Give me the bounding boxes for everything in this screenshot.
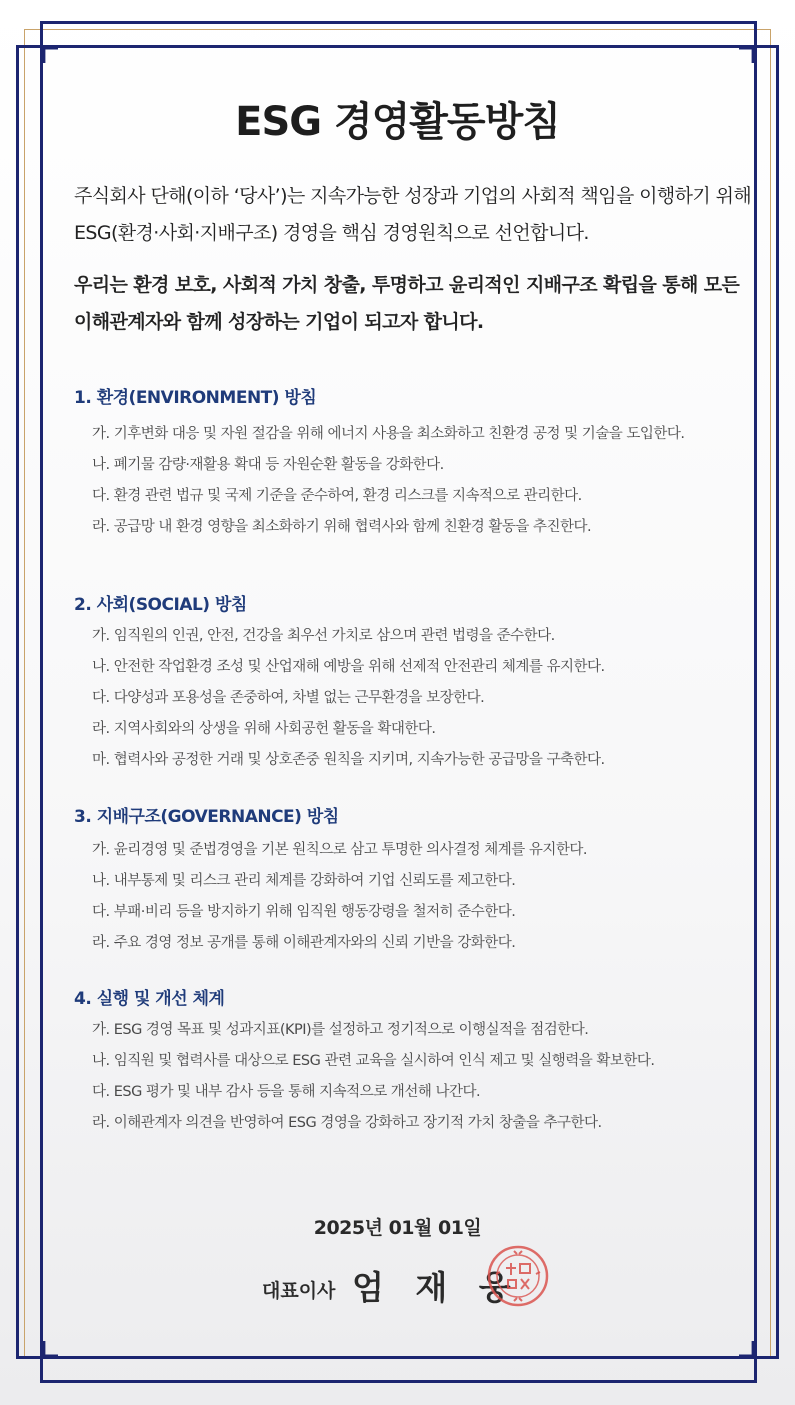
list-item: 나. 임직원 및 협력사를 대상으로 ESG 관련 교육을 실시하여 인식 제고 및 실행력을 확보한다. — [92, 1053, 655, 1069]
document-date: 2025년 01월 01일 — [313, 1217, 482, 1239]
list-item: 라. 지역사회와의 상생을 위해 사회공헌 활동을 확대한다. — [92, 721, 436, 737]
section-heading-social: 2. 사회(SOCIAL) 방침 — [74, 595, 247, 615]
list-item: 나. 폐기물 감량·재활용 확대 등 자원순환 활동을 강화한다. — [92, 457, 444, 473]
list-item: 다. 환경 관련 법규 및 국제 기준을 준수하여, 환경 리스크를 지속적으로 관리한다. — [92, 488, 582, 504]
section-list-environment — [92, 423, 752, 547]
list-item: 라. 주요 경영 정보 공개를 통해 이해관계자와의 신뢰 기반을 강화한다. — [92, 935, 516, 951]
signature-name: 엄 재 웅 — [352, 1268, 521, 1307]
section-heading-environment: 1. 환경(ENVIRONMENT) 방침 — [74, 388, 317, 408]
list-item: 다. 부패·비리 등을 방지하기 위해 임직원 행동강령을 철저히 준수한다. — [92, 904, 516, 920]
section-heading-governance: 3. 지배구조(GOVERNANCE) 방침 — [74, 807, 339, 827]
list-item: 가. 임직원의 인권, 안전, 건강을 최우선 가치로 삼으며 관련 법령을 준수한다. — [92, 628, 555, 644]
section-list-execution — [92, 1019, 752, 1143]
list-item: 라. 공급망 내 환경 영향을 최소화하기 위해 협력사와 함께 친환경 활동을 추진한다. — [92, 519, 592, 535]
company-seal-stamp — [486, 1244, 550, 1312]
intro-paragraph-2: 우리는 환경 보호, 사회적 가치 창출, 투명하고 윤리적인 지배구조 확립을 통해 모든 이해관계자와 함께 성장하는 기업이 되고자 합니다. — [74, 274, 740, 333]
list-item: 가. 기후변화 대응 및 자원 절감을 위해 에너지 사용을 최소화하고 친환경 공정 및 기술을 도입한다. — [92, 426, 685, 442]
section-list-social — [92, 625, 752, 780]
list-item: 나. 안전한 작업환경 조성 및 산업재해 예방을 위해 선제적 안전관리 체계를 유지한다. — [92, 659, 605, 675]
section-heading-execution: 4. 실행 및 개선 체계 — [74, 989, 225, 1009]
list-item: 나. 내부통제 및 리스크 관리 체계를 강화하여 기업 신뢰도를 제고한다. — [92, 873, 516, 889]
list-item: 라. 이해관계자 의견을 반영하여 ESG 경영을 강화하고 장기적 가치 창출을 추구한다. — [92, 1115, 602, 1131]
section-list-governance — [92, 839, 752, 963]
list-item: 다. 다양성과 포용성을 존중하여, 차별 없는 근무환경을 보장한다. — [92, 690, 485, 706]
document-title: ESG 경영활동방침 — [235, 99, 560, 145]
signature-title: 대표이사 — [262, 1280, 336, 1302]
list-item: 다. ESG 평가 및 내부 감사 등을 통해 지속적으로 개선해 나간다. — [92, 1084, 481, 1100]
list-item: 마. 협력사와 공정한 거래 및 상호존중 원칙을 지키며, 지속가능한 공급망을 구축한다. — [92, 752, 605, 768]
list-item: 가. 윤리경영 및 준법경영을 기본 원칙으로 삼고 투명한 의사결정 체계를 유지한다. — [92, 842, 588, 858]
list-item: 가. ESG 경영 목표 및 성과지표(KPI)를 설정하고 정기적으로 이행실적을 점검한다. — [92, 1022, 589, 1038]
intro-paragraph-1: 주식회사 단해(이하 ‘당사’)는 지속가능한 성장과 기업의 사회적 책임을 이행하기 위해 ESG(환경·사회·지배구조) 경영을 핵심 경영원칙으로 선언합니다. — [74, 185, 752, 244]
